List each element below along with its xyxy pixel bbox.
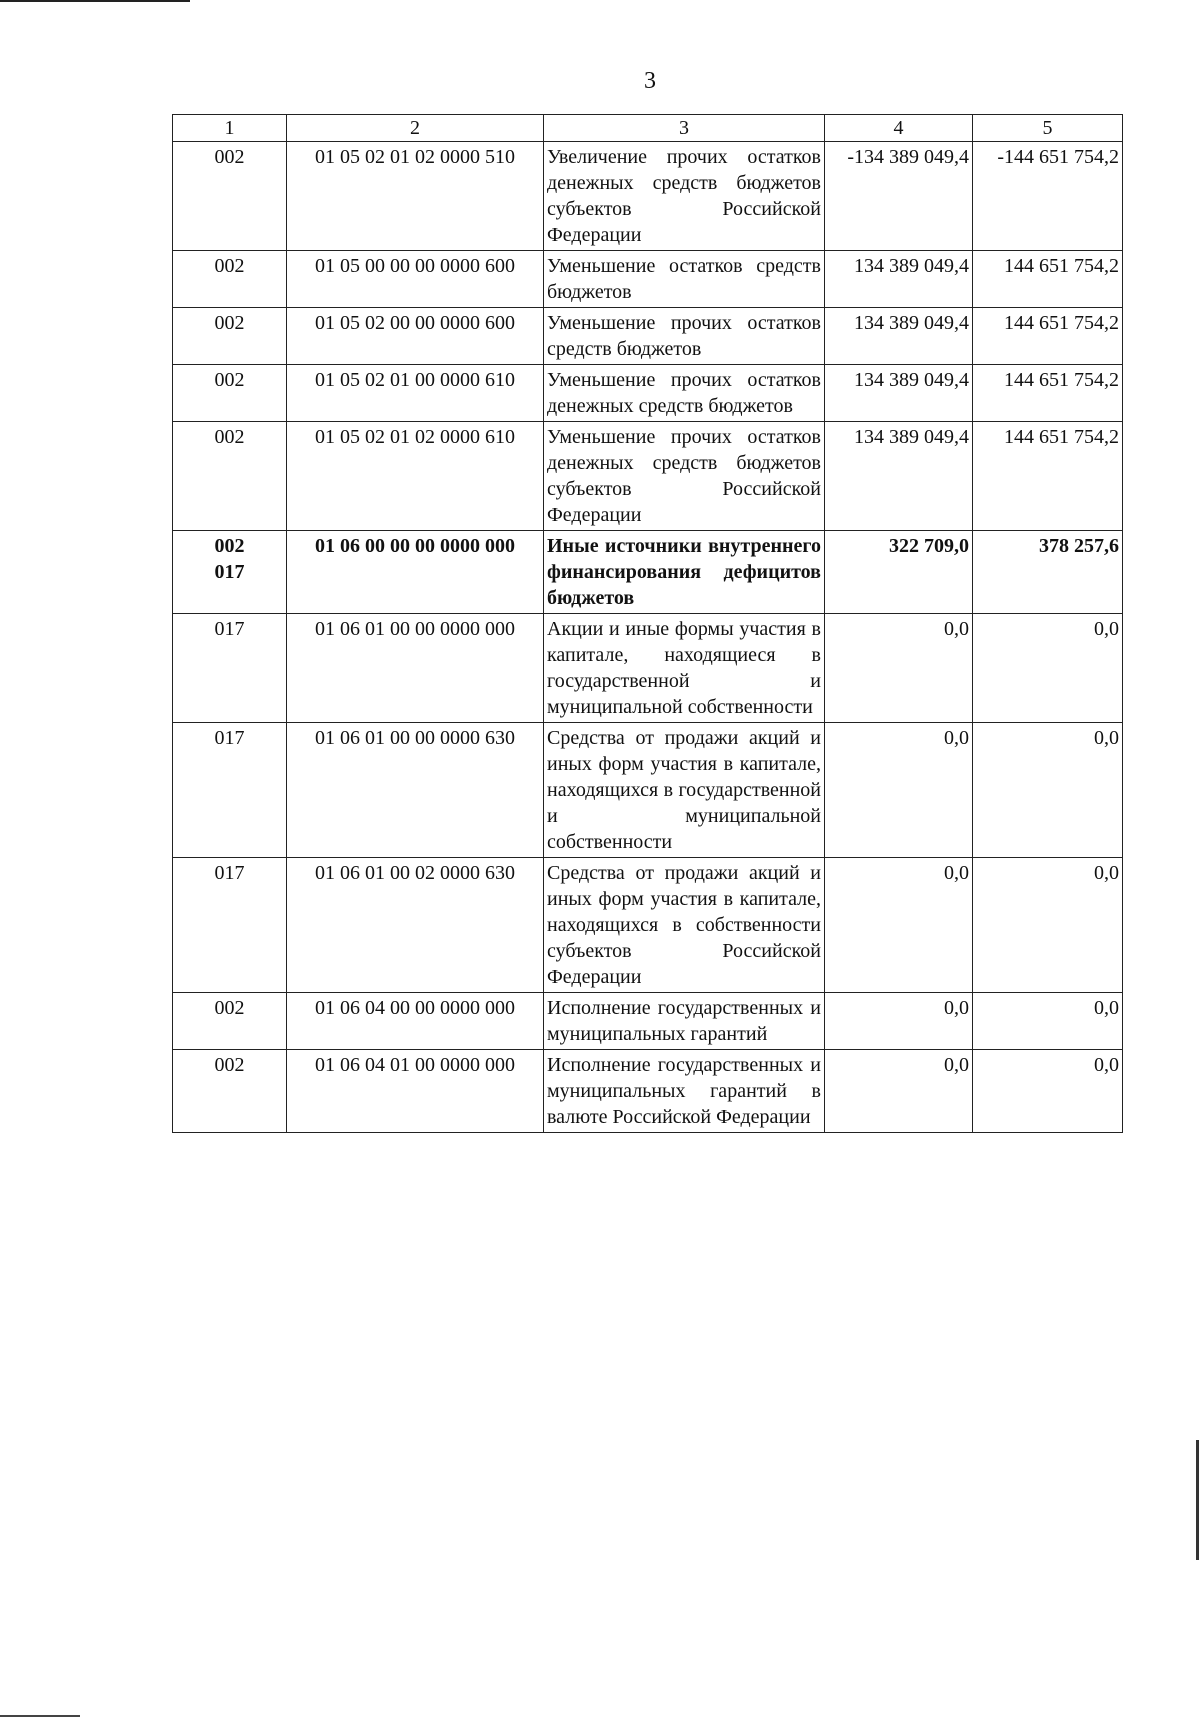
description-cell: Исполнение государственных и муниципальных гарантий [544,993,825,1050]
amount-year-1-cell: 134 389 049,4 [825,308,973,365]
classification-code-cell: 01 05 00 00 00 0000 600 [287,251,544,308]
description-cell: Уменьшение прочих остатков средств бюджетов [544,308,825,365]
scan-artifact-right [1196,1440,1199,1560]
admin-code-cell [173,1050,287,1133]
table-row [173,251,1123,308]
amount-year-2-cell: 0,0 [973,1050,1123,1133]
amount-year-1-cell: 322 709,0 [825,531,973,614]
classification-code-cell: 01 05 02 01 02 0000 510 [287,142,544,251]
amount-year-1-cell: 0,0 [825,723,973,858]
description-cell: Увеличение прочих остатков денежных средств бюджетов субъектов Российской Федерации [544,142,825,251]
admin-code: 002 [214,997,245,1019]
admin-code-cell [173,531,287,614]
amount-year-2-cell: 0,0 [973,858,1123,993]
scan-artifact-bottom [0,1715,80,1717]
classification-code-cell: 01 05 02 01 00 0000 610 [287,365,544,422]
table-row [173,531,1123,614]
amount-year-2-cell: -144 651 754,2 [973,142,1123,251]
header-col-5: 5 [973,115,1123,142]
table-row [173,1050,1123,1133]
amount-year-1-cell: 0,0 [825,858,973,993]
table-row [173,858,1123,993]
description-cell: Уменьшение прочих остатков денежных средств бюджетов субъектов Российской Федерации [544,422,825,531]
description-cell: Акции и иные формы участия в капитале, находящиеся в государственной и муниципальной собственности [544,614,825,723]
table-body [173,142,1123,1133]
amount-year-2-cell: 144 651 754,2 [973,308,1123,365]
admin-code-cell [173,142,287,251]
classification-code-cell: 01 05 02 01 02 0000 610 [287,422,544,531]
classification-code-cell: 01 06 04 01 00 0000 000 [287,1050,544,1133]
amount-year-1-cell: 134 389 049,4 [825,251,973,308]
table-row [173,723,1123,858]
admin-code: 002 [214,312,245,334]
header-col-4: 4 [825,115,973,142]
classification-code-cell: 01 06 04 00 00 0000 000 [287,993,544,1050]
admin-code-cell [173,993,287,1050]
table-row [173,993,1123,1050]
admin-code-cell [173,365,287,422]
admin-code: 002 [214,369,245,391]
table-row [173,614,1123,723]
table-row [173,308,1123,365]
budget-sources-table [172,114,1123,1133]
admin-code-cell [173,858,287,993]
amount-year-2-cell: 0,0 [973,614,1123,723]
admin-code: 002 [214,146,245,168]
amount-year-1-cell: 0,0 [825,614,973,723]
classification-code-cell: 01 06 01 00 00 0000 000 [287,614,544,723]
admin-code: 017 [214,727,245,749]
admin-code: 002 [214,1054,245,1076]
table-row [173,142,1123,251]
amount-year-1-cell: 134 389 049,4 [825,422,973,531]
header-col-1: 1 [173,115,287,142]
amount-year-1-cell: 0,0 [825,993,973,1050]
header-col-2: 2 [287,115,544,142]
classification-code-cell: 01 05 02 00 00 0000 600 [287,308,544,365]
admin-code: 002 [214,426,245,448]
classification-code-cell: 01 06 00 00 00 0000 000 [287,531,544,614]
amount-year-1-cell: 0,0 [825,1050,973,1133]
description-cell: Средства от продажи акций и иных форм участия в капитале, находящихся в собственности субъектов Российской Федерации [544,858,825,993]
admin-code: 017 [214,618,245,640]
admin-code: 017 [214,862,245,884]
admin-code: 002 [214,255,245,277]
description-cell: Уменьшение прочих остатков денежных средств бюджетов [544,365,825,422]
admin-code-cell [173,308,287,365]
admin-code: 017 [214,561,245,583]
amount-year-2-cell: 378 257,6 [973,531,1123,614]
admin-code-cell [173,723,287,858]
amount-year-2-cell: 144 651 754,2 [973,422,1123,531]
admin-code-cell [173,251,287,308]
classification-code-cell: 01 06 01 00 00 0000 630 [287,723,544,858]
description-cell: Уменьшение остатков средств бюджетов [544,251,825,308]
amount-year-1-cell: 134 389 049,4 [825,365,973,422]
header-col-3: 3 [544,115,825,142]
scan-artifact-top [0,0,190,2]
table-row [173,422,1123,531]
amount-year-2-cell: 144 651 754,2 [973,365,1123,422]
amount-year-2-cell: 0,0 [973,723,1123,858]
amount-year-2-cell: 144 651 754,2 [973,251,1123,308]
amount-year-1-cell: -134 389 049,4 [825,142,973,251]
description-cell: Средства от продажи акций и иных форм участия в капитале, находящихся в государственной и муниципальной собственности [544,723,825,858]
table-row [173,365,1123,422]
classification-code-cell: 01 06 01 00 02 0000 630 [287,858,544,993]
description-cell: Исполнение государственных и муниципальных гарантий в валюте Российской Федерации [544,1050,825,1133]
admin-code: 002 [214,535,245,557]
description-cell: Иные источники внутреннего финансирования дефицитов бюджетов [544,531,825,614]
page-number: 3 [644,68,656,94]
header-row [173,115,1123,142]
amount-year-2-cell: 0,0 [973,993,1123,1050]
admin-code-cell [173,422,287,531]
table-header [173,115,1123,142]
admin-code-cell [173,614,287,723]
